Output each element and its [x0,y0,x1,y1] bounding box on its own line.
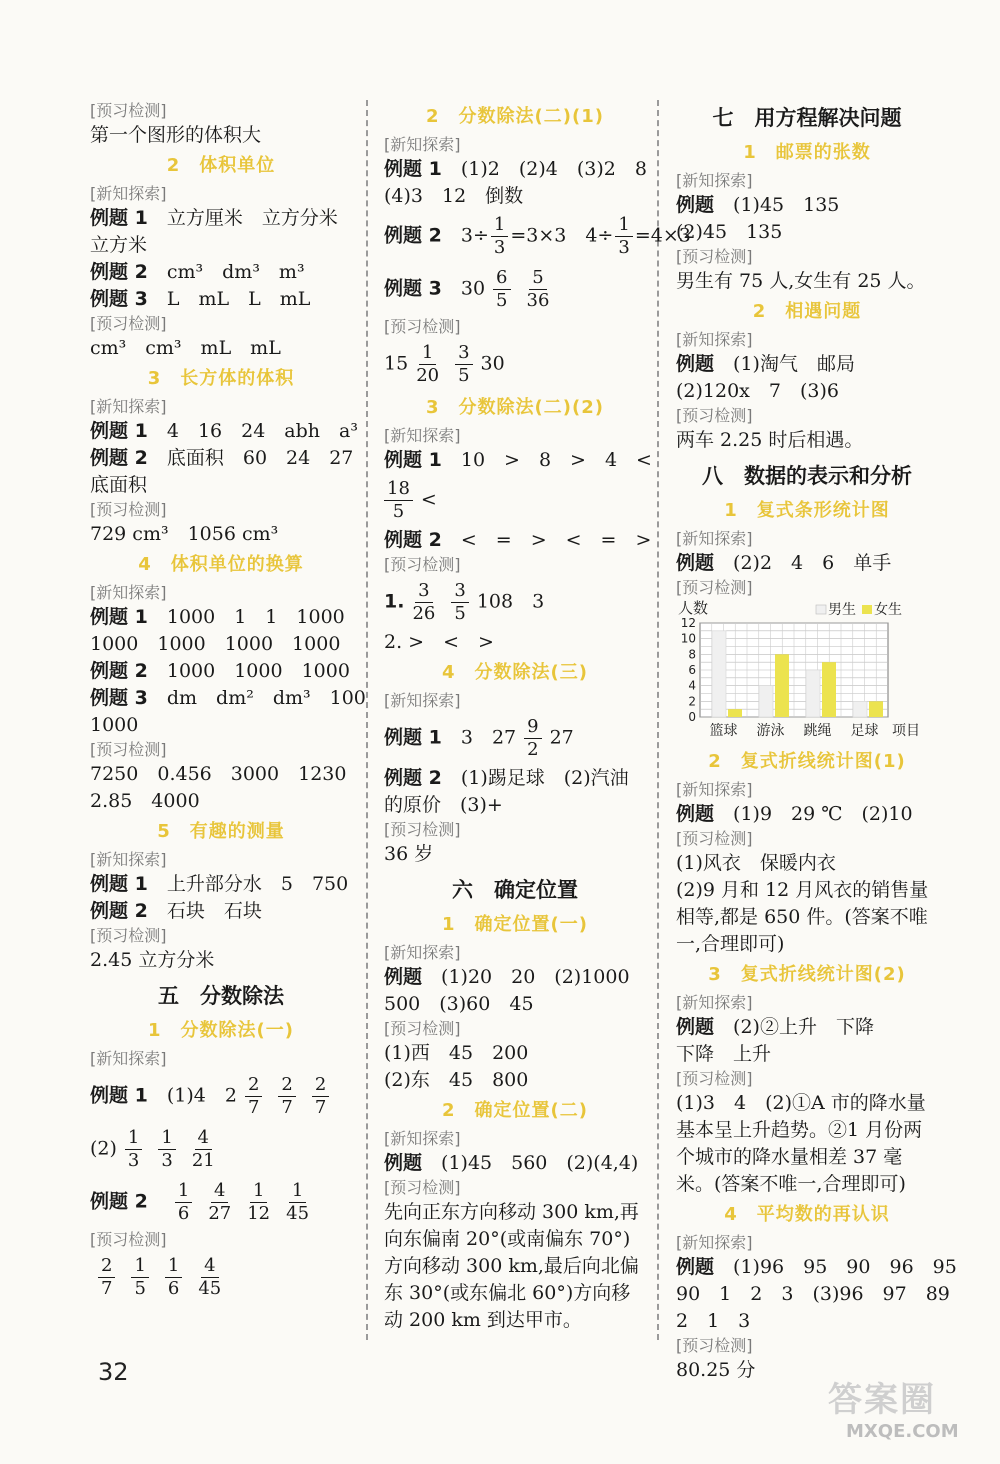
section-tag: [预习检测] [90,101,167,120]
numerator: 1 [615,214,632,237]
lesson-title: 2 分数除法(二)(1) [426,106,604,127]
watermark [828,1372,959,1442]
fraction [208,1180,231,1225]
fraction [455,342,472,387]
answer-line [90,898,352,925]
bar [806,670,820,717]
answer-text: (1)96 95 90 96 95 [733,1256,957,1278]
section-tag: [预习检测] [384,1019,461,1038]
answer-text: 1000 1000 1000 [166,660,350,682]
denominator: 3 [127,1150,140,1171]
numerator: 1 [175,1180,192,1203]
numerator: 4 [211,1180,228,1203]
answer-text: (2) [90,1137,117,1160]
answer-line: 男生有 75 人,女生有 25 人。 [676,270,926,292]
answer-text: (1)2 (2)4 (3)2 8 [460,158,647,180]
section-tag: [预习检测] [676,406,753,425]
fraction [312,1074,329,1119]
answer-paragraph: 先向正东方向移动 300 km,再向东偏南 20°(或南偏东 70°)方向移动 300 km,最后向北偏东 30°(或东偏北 60°)方向移动 200 km 到达甲市。 [384,1201,639,1331]
section-tag: [预习检测] [90,314,167,333]
numerator: 4 [201,1255,218,1278]
answer-line [90,286,352,313]
answer-line: 90 1 2 3 (3)96 97 89 [676,1283,950,1305]
example-label: 例题 1 [90,420,148,442]
numerator: 3 [451,580,468,603]
section-tag: [预习检测] [384,317,461,336]
answer-line: (4)3 12 倒数 [384,185,524,207]
section-tag: [预习检测] [384,1178,461,1197]
column-1 [90,100,366,1304]
section-tag: [新知探索] [90,397,167,416]
fraction [524,716,541,761]
section-tag: [新知探索] [384,691,461,710]
fraction-line [384,712,646,765]
answer-line [384,964,646,991]
column-divider [366,100,368,1340]
answer-text: 石块 石块 [166,900,262,922]
fraction [493,267,510,312]
answer-line [676,801,938,828]
section-tag: [新知探索] [676,993,753,1012]
answer-line: 7250 0.456 3000 1230 [90,763,347,785]
answer-text: 15 [384,352,409,375]
answer-line: 2.85 4000 [90,790,200,812]
lesson-title: 2 复式折线统计图(1) [708,751,906,772]
answer-text: 3 27 [460,726,517,749]
column-divider [657,100,659,1340]
answer-text: dm dm² dm³ 100 [166,687,366,709]
answer-line [90,418,358,445]
example-label: 例题 3 [384,277,442,300]
answer-line: (2)东 45 800 [384,1069,529,1091]
fraction-line [90,1176,352,1229]
section-tag: [预习检测] [384,555,461,574]
y-tick-label: 0 [688,710,696,724]
denominator: 36 [526,290,550,311]
example-label: 例题 2 [90,900,148,922]
bar [728,709,742,717]
section-tag: [预习检测] [90,926,167,945]
fraction [615,214,632,259]
answer-line [384,765,646,792]
denominator: 5 [134,1278,146,1299]
x-tick-label: 跳绳 [803,723,832,739]
answer-line: 80.25 分 [676,1359,756,1381]
answer-line: (2)45 135 [676,221,783,243]
denominator: 7 [314,1097,327,1118]
fraction-line [384,338,646,391]
section-tag: [新知探索] [90,184,167,203]
numerator: 2 [278,1074,295,1097]
bar [822,662,836,717]
answer-paragraph: (1)3 4 (2)①A 市的降水量基本呈上升趋势。②1 月份两个城市的降水量相差 37 毫米。(答案不唯一,合理即可) [676,1092,926,1195]
lesson-title: 1 复式条形统计图 [724,500,890,521]
item-label: 1. [384,590,405,613]
answer-text: (1)20 20 (2)1000 [441,966,630,988]
answer-line [384,1150,646,1177]
answer-line [676,192,938,219]
answer-line [90,658,352,685]
y-tick-label: 10 [680,631,696,646]
numerator: 1 [289,1180,306,1203]
denominator: 6 [167,1278,180,1299]
fraction [286,1180,309,1225]
answer-line [384,527,652,554]
section-tag: [新知探索] [384,135,461,154]
answer-line: (1)风衣 保暖内衣 [676,852,836,874]
denominator: 5 [454,603,466,624]
bar [759,686,773,717]
denominator: 7 [101,1278,113,1299]
y-tick-label: 2 [688,694,696,709]
fraction [245,1074,262,1119]
answer-text: 上升部分水 5 750 [166,873,349,895]
lesson-title: 3 长方体的体积 [147,368,295,389]
section-tag: [新知探索] [384,943,461,962]
example-label: 例题 1 [384,158,442,180]
section-tag: [新知探索] [90,850,167,869]
answer-text: (1)踢足球 (2)汽油 [460,767,629,789]
section-tag: [预习检测] [384,820,461,839]
answer-line: 729 cm³ 1056 cm³ [90,523,279,545]
section-tag: [新知探索] [676,529,753,548]
denominator: 6 [177,1203,190,1224]
example-label: 例题 [676,1016,715,1038]
answer-line: 2 1 3 [676,1310,751,1332]
numerator: 1 [165,1255,182,1278]
numerator: 2 [98,1255,115,1278]
answer-text: < = > < = > [460,529,652,551]
example-label: 例题 1 [90,873,148,895]
y-tick-label: 12 [680,616,696,630]
example-label: 例题 2 [90,1190,148,1213]
answer-text: 30 [480,352,505,375]
answer-line: 两车 2.25 时后相遇。 [676,429,864,451]
answer-text: (1)9 29 ℃ (2)10 [733,803,913,825]
answer-line [90,685,366,712]
fraction [131,1255,148,1300]
fraction [247,1180,270,1225]
unit-title: 七 用方程解决问题 [712,106,902,130]
lesson-title: 5 有趣的测量 [157,821,285,842]
answer-line [90,604,352,631]
answer-text: < [420,488,437,511]
answer-text: 27 [549,726,574,749]
lesson-title: 1 邮票的张数 [743,142,871,163]
denominator: 20 [416,365,440,386]
example-label: 例题 1 [384,726,442,749]
numerator: 18 [384,478,413,501]
bar [853,701,867,717]
example-label: 例题 [384,1152,423,1174]
answer-line: 2.45 立方分米 [90,949,215,971]
answer-line: (2)120x 7 (3)6 [676,380,839,402]
answer-text: 1000 1 1 1000 [166,606,345,628]
example-label: 例题 [384,966,423,988]
fraction [192,1127,215,1172]
numerator: 9 [524,716,541,739]
example-label: 例题 1 [384,449,442,471]
unit-title: 五 分数除法 [158,984,284,1008]
section-tag: [新知探索] [90,583,167,602]
denominator: 7 [281,1097,293,1118]
numerator: 1 [250,1180,267,1203]
fraction [125,1127,142,1172]
section-tag: [新知探索] [676,780,753,799]
answer-text: (1)4 2 [166,1084,237,1107]
denominator: 2 [527,739,539,760]
answer-line: 底面积 [90,474,148,496]
fraction [165,1255,182,1300]
section-tag: [新知探索] [676,330,753,349]
fraction [527,267,550,312]
fraction [384,478,413,523]
section-tag: [新知探索] [90,1049,167,1068]
numerator: 3 [415,580,432,603]
example-label: 例题 [676,353,715,375]
section-tag: [新知探索] [676,171,753,190]
answer-text: (2)②上升 下降 [733,1016,874,1038]
bar-chart-svg [676,599,938,745]
numerator: 1 [125,1127,142,1150]
section-tag: [新知探索] [676,1233,753,1252]
page-number: 32 [98,1358,129,1386]
denominator: 3 [161,1150,173,1171]
lesson-title: 3 分数除法(二)(2) [426,397,604,418]
answer-line: 500 (3)60 45 [384,993,534,1015]
answer-line [676,1254,957,1281]
answer-line [90,259,352,286]
answer-line [676,550,938,577]
y-tick-label: 4 [688,678,696,693]
fraction [491,214,508,259]
lesson-title: 2 相遇问题 [752,301,862,322]
numerator: 5 [529,267,546,290]
denominator: 7 [247,1097,260,1118]
legend-swatch [816,605,826,614]
x-axis-label: 项目 [892,723,920,739]
answer-text: 立方厘米 立方分米 [166,207,338,229]
answer-text: =3×3 4÷ [510,224,614,247]
example-label: 例题 1 [90,207,148,229]
fraction [158,1127,175,1172]
fraction-line [90,1251,352,1304]
fraction [98,1255,115,1300]
section-tag: [新知探索] [384,1129,461,1148]
denominator: 26 [412,603,436,624]
fraction-line [384,263,646,316]
section-tag: [预习检测] [90,500,167,519]
answer-line [384,156,646,183]
answer-line [90,205,352,232]
x-tick-label: 游泳 [756,723,785,739]
bar [775,654,789,717]
example-label: 例题 1 [90,606,148,628]
x-tick-label: 篮球 [709,723,738,739]
answer-line: 2. > < > [384,631,494,653]
answer-text: cm³ dm³ m³ [166,261,305,283]
fraction [198,1255,221,1300]
denominator: 12 [247,1203,271,1224]
numerator: 2 [245,1074,262,1097]
lesson-title: 1 确定位置(一) [442,914,588,935]
x-tick-label: 足球 [850,723,879,739]
column-2 [384,100,691,1334]
denominator: 3 [493,237,506,258]
denominator: 5 [392,501,405,522]
answer-text: L mL L mL [166,288,311,310]
denominator: 45 [286,1203,310,1224]
answer-line [676,351,938,378]
lesson-title: 1 分数除法(一) [148,1020,294,1041]
section-tag: [预习检测] [676,578,753,597]
section-tag: [预习检测] [676,829,753,848]
fraction [278,1074,295,1119]
section-tag: [预习检测] [676,1069,753,1088]
numerator: 2 [312,1074,329,1097]
numerator: 1 [419,342,436,365]
fraction [175,1180,192,1225]
numerator: 1 [131,1255,148,1278]
example-label: 例题 [676,552,715,574]
numerator: 1 [491,214,508,237]
denominator: 21 [191,1150,215,1171]
answer-text: (1)45 560 (2)(4,4) [441,1152,639,1174]
legend-label: 女生 [874,602,902,618]
denominator: 27 [208,1203,232,1224]
lesson-title: 4 平均数的再认识 [724,1204,890,1225]
fraction [412,580,435,625]
watermark-logo-text: 答案圈 [828,1380,936,1420]
lesson-title: 3 复式折线统计图(2) [708,964,906,985]
answer-text: (1)45 135 [733,194,840,216]
example-label: 例题 1 [90,1084,148,1107]
lesson-title: 4 体积单位的换算 [138,554,304,575]
answer-text: 108 3 [476,590,545,613]
example-label: 例题 [676,803,715,825]
bar [712,631,726,717]
y-tick-label: 6 [688,663,696,677]
answer-text: 3÷ [460,224,489,247]
y-axis-label: 人数 [678,599,709,617]
fraction-line [384,576,646,629]
fraction-line [384,210,691,263]
section-tag: [预习检测] [90,1230,167,1249]
example-label: 例题 [676,1256,715,1278]
answer-line [676,1014,938,1041]
column-3 [676,100,957,1384]
example-label: 例题 3 [90,687,148,709]
denominator: 3 [618,237,630,258]
section-tag: [预习检测] [676,1336,753,1355]
answer-text: =4×3 [634,224,691,247]
denominator: 5 [458,365,470,386]
answer-line [90,871,352,898]
fraction-line [384,474,646,527]
example-label: 例题 2 [90,660,148,682]
answer-text: 4 16 24 abh a³ [166,420,358,442]
legend-swatch [862,605,872,614]
section-tag: [新知探索] [384,426,461,445]
numerator: 4 [195,1127,212,1150]
numerator: 1 [158,1127,175,1150]
lesson-title: 2 体积单位 [166,155,276,176]
numerator: 3 [455,342,472,365]
answer-text: 30 [460,277,486,300]
answer-text: (1)淘气 邮局 [733,353,855,375]
fraction-line [90,1123,352,1176]
answer-line: 1000 1000 1000 1000 [90,633,341,655]
lesson-title: 2 确定位置(二) [442,1100,588,1121]
answer-line: 下降 上升 [676,1043,772,1065]
unit-title: 八 数据的表示和分析 [702,464,912,488]
fraction [416,342,439,387]
fraction-line [90,1070,352,1123]
legend-label: 男生 [828,602,856,618]
answer-line: 立方米 [90,234,148,256]
y-tick-label: 8 [688,647,696,662]
bar-chart [676,599,938,745]
answer-line: cm³ cm³ mL mL [90,337,281,359]
section-tag: [预习检测] [90,740,167,759]
example-label: 例题 2 [90,261,148,283]
answer-paragraph: (2)9 月和 12 月风衣的销售量相等,都是 650 件。(答案不唯一,合理即可) [676,879,929,955]
numerator: 6 [493,267,510,290]
example-label: 例题 2 [384,529,442,551]
example-label: 例题 2 [384,767,442,789]
answer-line: (1)西 45 200 [384,1042,529,1064]
fraction [451,580,468,625]
answer-text: 底面积 60 24 27 [166,447,354,469]
example-label: 例题 3 [90,288,148,310]
denominator: 5 [496,290,508,311]
watermark-site: MXQE.COM [846,1421,959,1442]
lesson-title: 4 分数除法(三) [442,662,588,683]
answer-line: 的原价 (3)+ [384,794,503,816]
answer-text: 10 > 8 > 4 < [460,449,652,471]
example-label: 例题 [676,194,715,216]
denominator: 45 [198,1278,222,1299]
answer-text: (2)2 4 6 单手 [733,552,892,574]
section-tag: [预习检测] [676,247,753,266]
answer-line: 36 岁 [384,843,434,865]
unit-title: 六 确定位置 [452,878,578,902]
bar [869,701,883,717]
answer-line: 第一个图形的体积大 [90,124,262,146]
answer-line [384,447,652,474]
answer-line [90,445,352,472]
example-label: 例题 2 [384,224,442,247]
example-label: 例题 2 [90,447,148,469]
answer-line: 1000 [90,714,139,736]
